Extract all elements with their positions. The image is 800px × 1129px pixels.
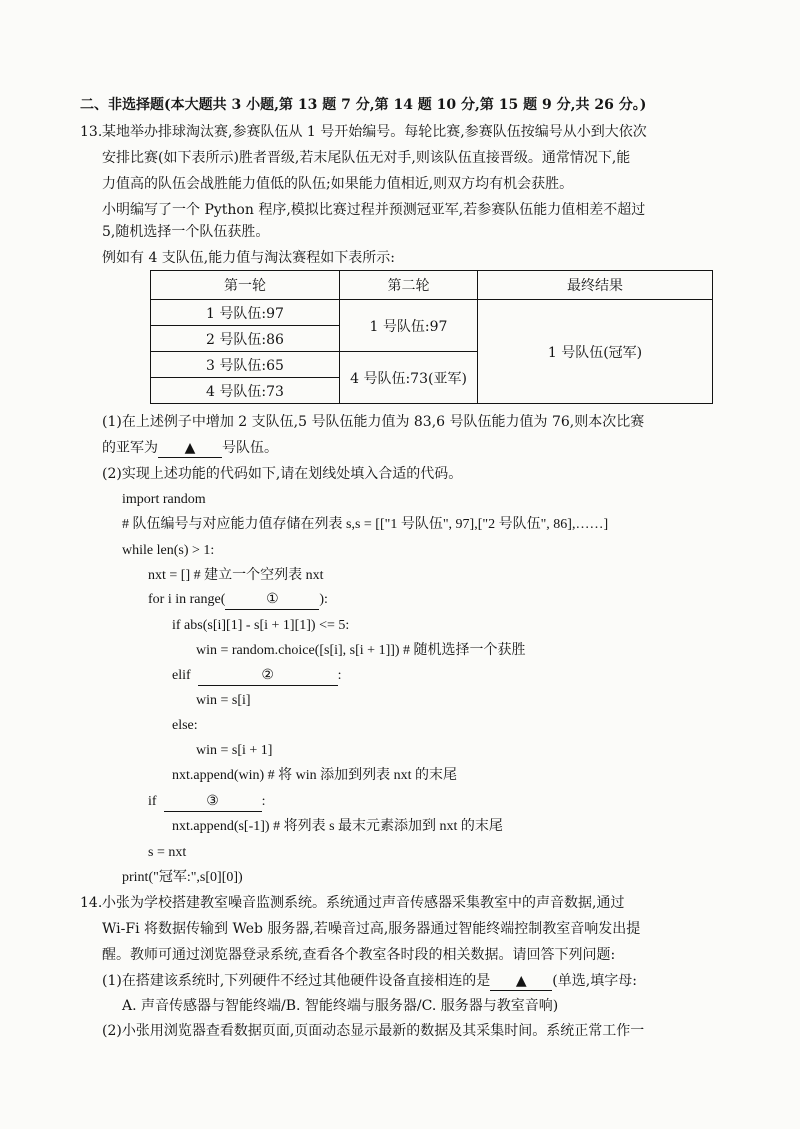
code-line: nxt.append(win) # 将 win 添加到列表 nxt 的末尾 (172, 768, 458, 783)
q14-sub1-line (102, 971, 637, 991)
code-text: : (261, 794, 266, 809)
triangle-mark: ▲ (515, 973, 527, 989)
q14-number: 14. (80, 895, 103, 911)
q14-sub1-prefix: (1)在搭建该系统时,下列硬件不经过其他硬件设备直接相连的是 (102, 973, 491, 989)
q13-sub1-suffix: 号队伍。 (222, 440, 278, 456)
q14-sub1-suffix: (单选,填字母: (552, 973, 637, 989)
code-text: : (337, 668, 342, 683)
blank-number-1: ① (266, 592, 279, 607)
header-round1: 第一轮 (151, 271, 340, 300)
code-line: win = s[i + 1] (196, 743, 273, 758)
code-line: print("冠军:",s[0][0]) (122, 870, 243, 885)
code-line: nxt.append(s[-1]) # 将列表 s 最末元素添加到 nxt 的末尾 (172, 819, 503, 834)
code-line: nxt = [] # 建立一个空列表 nxt (148, 568, 324, 583)
q14-para-line: 小张为学校搭建教室噪音监测系统。系统通过声音传感器采集教室中的声音数据,通过 (102, 895, 625, 911)
round1-cell: 2 号队伍:86 (151, 326, 340, 352)
q14-sub2-line: (2)小张用浏览器查看数据页面,页面动态显示最新的数据及其采集时间。系统正常工作一 (102, 1023, 645, 1039)
q13-number: 13. (80, 124, 103, 140)
final-result-cell: 1 号队伍(冠军) (478, 300, 713, 404)
q13-para-line: 力值高的队伍会战胜能力值低的队伍;如果能力值相近,则双方均有机会获胜。 (102, 176, 574, 192)
q13-sub1-line2 (102, 438, 278, 458)
round1-cell: 1 号队伍:97 (151, 300, 340, 326)
triangle-mark: ▲ (184, 440, 196, 456)
code-line: if abs(s[i][1] - s[i + 1][1]) <= 5: (172, 618, 350, 633)
code-blank-2[interactable] (198, 667, 338, 686)
code-blank-3[interactable] (164, 793, 262, 812)
header-final: 最终结果 (478, 271, 713, 300)
code-line: import random (122, 492, 206, 507)
code-text: elif (172, 668, 191, 683)
code-line-blank1 (148, 590, 328, 610)
round1-cell: 4 号队伍:73 (151, 378, 340, 404)
code-blank-1[interactable] (225, 591, 319, 610)
code-line: win = random.choice([s[i], s[i + 1]]) # 随机选择一个获胜 (196, 643, 526, 658)
q13-para-line: 某地举办排球淘汰赛,参赛队伍从 1 号开始编号。每轮比赛,参赛队伍按编号从小到大依次 (102, 124, 647, 140)
header-round2: 第二轮 (340, 271, 478, 300)
tournament-table (150, 270, 713, 404)
q13-sub1-prefix: 的亚军为 (102, 440, 158, 456)
q14-para-line: 醒。教师可通过浏览器登录系统,查看各个教室各时段的相关数据。请回答下列问题: (102, 947, 616, 963)
q13-sub2-intro: (2)实现上述功能的代码如下,请在划线处填入合适的代码。 (102, 466, 463, 482)
code-comment-line: # 队伍编号与对应能力值存储在列表 s,s = [["1 号队伍", 97],["2 号队伍", 86],……] (122, 517, 609, 532)
round1-cell: 3 号队伍:65 (151, 352, 340, 378)
blank-number-3: ③ (206, 794, 219, 809)
code-text: if (148, 794, 157, 809)
code-line: else: (172, 718, 198, 733)
q13-para-line: 5,随机选择一个队伍获胜。 (102, 224, 270, 240)
round2-cell: 1 号队伍:97 (340, 300, 478, 352)
answer-blank[interactable] (158, 439, 222, 458)
q13-para-line: 小明编写了一个 Python 程序,模拟比赛过程并预测冠亚军,若参赛队伍能力值相差不超过 (102, 202, 646, 218)
code-text: for i in range( (148, 592, 226, 607)
round2-cell: 4 号队伍:73(亚军) (340, 352, 478, 404)
answer-blank[interactable] (490, 972, 552, 991)
code-line-blank2 (172, 666, 342, 686)
q14-sub1-options: A. 声音传感器与智能终端/B. 智能终端与服务器/C. 服务器与教室音响) (122, 998, 559, 1014)
q13-sub1-line1: (1)在上述例子中增加 2 支队伍,5 号队伍能力值为 83,6 号队伍能力值为 76,则本次比赛 (102, 414, 645, 430)
q14-para-line: Wi-Fi 将数据传输到 Web 服务器,若噪音过高,服务器通过智能终端控制教室音响发出提 (102, 921, 641, 937)
blank-number-2: ② (261, 668, 274, 683)
code-line: while len(s) > 1: (122, 543, 215, 558)
code-line-blank3 (148, 792, 265, 812)
code-line: win = s[i] (196, 693, 251, 708)
section-header: 二、非选择题(本大题共 3 小题,第 13 题 7 分,第 14 题 10 分,第 15 题 9 分,共 26 分。) (80, 97, 647, 113)
code-line: s = nxt (148, 845, 187, 860)
q13-para-line: 安排比赛(如下表所示)胜者晋级,若末尾队伍无对手,则该队伍直接晋级。通常情况下,能 (102, 150, 631, 166)
q13-para-line: 例如有 4 支队伍,能力值与淘汰赛程如下表所示: (102, 250, 395, 266)
code-text: ): (319, 592, 328, 607)
